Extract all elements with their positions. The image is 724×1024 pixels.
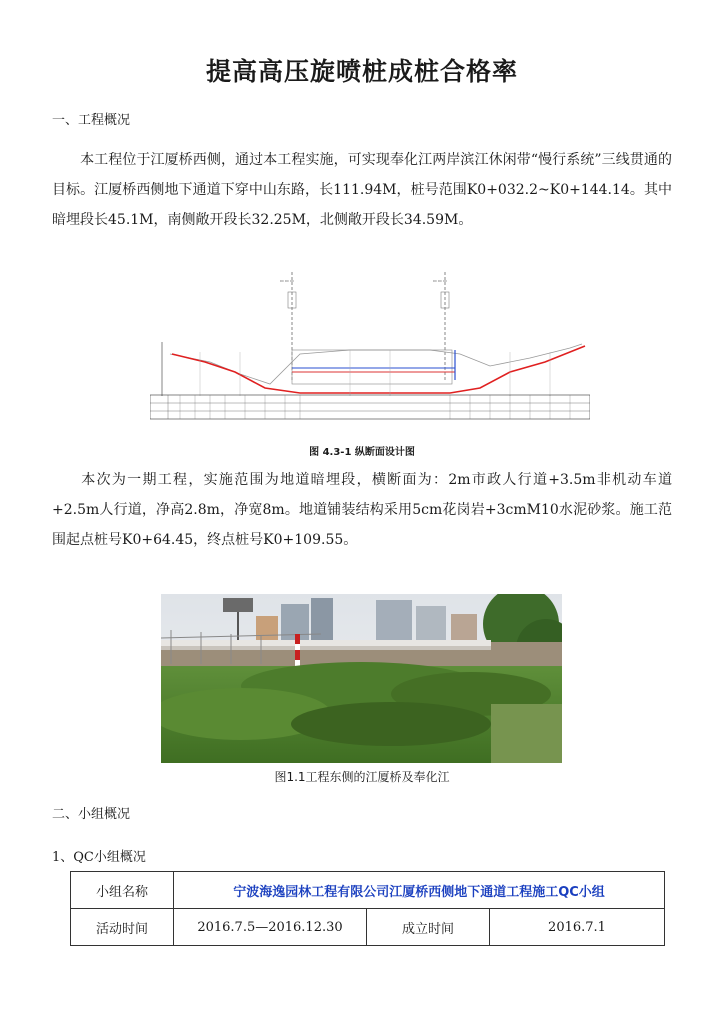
founded-time-value: 2016.7.1 — [490, 909, 665, 946]
activity-time-value: 2016.7.5—2016.12.30 — [174, 909, 367, 946]
founded-time-label: 成立时间 — [367, 909, 490, 946]
svg-text:▭ ▭ ▭: ▭ ▭ ▭ — [280, 278, 294, 283]
table-row — [71, 872, 665, 909]
figure-1-caption: 图 4.3-1 纵断面设计图 — [309, 447, 415, 458]
activity-time-label: 活动时间 — [71, 909, 174, 946]
photo-svg — [161, 594, 562, 763]
table-row — [71, 909, 665, 946]
longitudinal-profile-drawing — [150, 262, 590, 422]
team-name-value: 宁波海逸园林工程有限公司江厦桥西侧地下通道工程施工QC小组 — [174, 872, 665, 909]
figure-2-caption: 图1.1工程东侧的江厦桥及奉化江 — [274, 770, 450, 784]
paragraph-1-text: 本工程位于江厦桥西侧，通过本工程实施，可实现奉化江两岸滨江休闲带“慢行系统”三线贯通的目标。江厦桥西侧地下通道下穿中山东路，长111.94M，桩号范围K0+032.2~K0+144.14。其中暗埋段长45.1M，南侧敞开段长32.25M，北侧敞开段长34.59M。 — [52, 152, 672, 228]
subsection-heading-qc: 1、QC小组概况 — [52, 850, 146, 865]
section-heading-2: 二、小组概况 — [52, 807, 131, 822]
paragraph-1 — [52, 145, 672, 235]
section-heading-1: 一、工程概况 — [52, 113, 131, 128]
bridge-river-photo — [161, 594, 562, 763]
paragraph-2 — [52, 465, 672, 555]
qc-group-table — [70, 871, 665, 946]
profile-svg — [150, 262, 590, 422]
team-name-label: 小组名称 — [71, 872, 174, 909]
paragraph-2-text: 本次为一期工程，实施范围为地道暗埋段，横断面为：2m市政人行道+3.5m非机动车道+2.5m人行道，净高2.8m，净宽8m。地道铺装结构采用5cm花岗岩+3cmM10水泥砂浆。施工范围起点桩号K0+64.45，终点桩号K0+109.55。 — [52, 472, 672, 548]
svg-text:▭ ▭ ▭: ▭ ▭ ▭ — [433, 278, 447, 283]
document-title: 提高高压旋喷桩成桩合格率 — [205, 57, 518, 86]
